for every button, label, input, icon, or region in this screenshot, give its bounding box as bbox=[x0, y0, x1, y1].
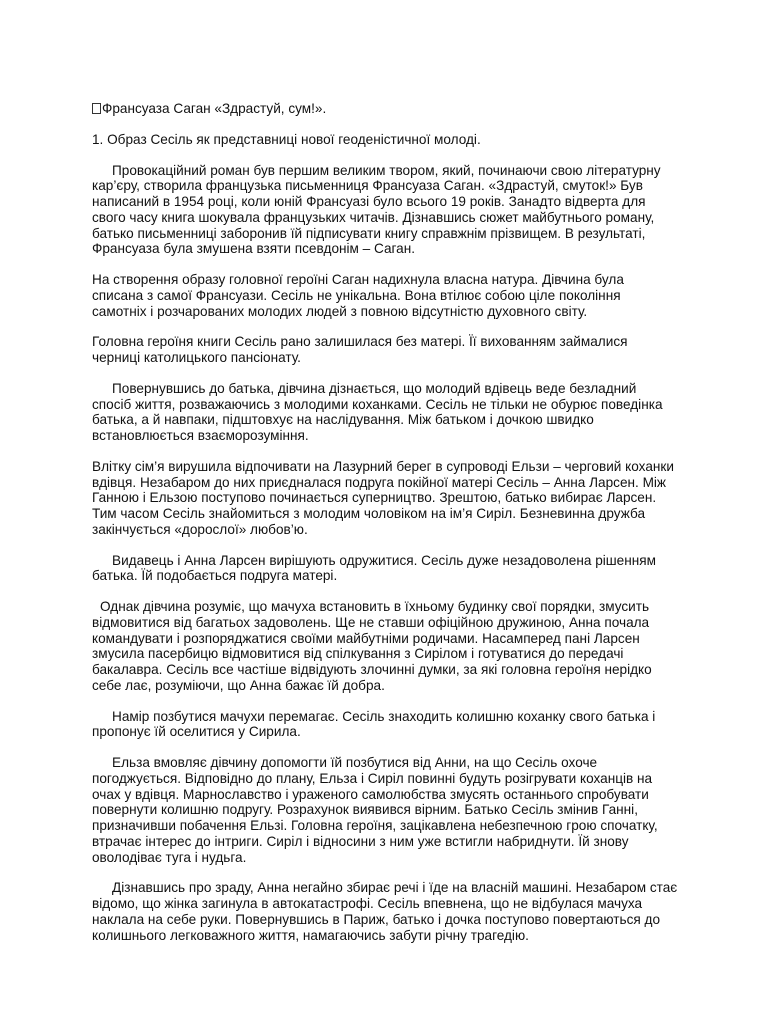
paragraph: На створення образу головної героїні Саган надихнула власна натура. Дівчина була списана з самої Франсуази. Сесіль не унікальна. Вона втілює собою ціле покоління самотніх і розчарованих молодих людей з повною відсутністю духовного світу. bbox=[92, 272, 624, 319]
document-title-line bbox=[92, 101, 678, 117]
paragraph: Видавець і Анна Ларсен вирішують одружитися. Сесіль дуже незадоволена рішенням батька. Їй подобається подруга матері. bbox=[92, 552, 656, 584]
paragraph: Влітку сім’я вирушила відпочивати на Лазурний берег в супроводі Ельзи – черговий коханки вдівця. Незабаром до них приєдналася подруга покійної матері Сесіль – Анна Ларсен. Між Ганною і Ельзою поступово починається суперництво. Зрештою, батько вибирає Ларсен. Тим часом Сесіль знайомиться з молодим чоловіком на ім’я Сиріл. Безневинна дружба закінчується «дорослої» любов’ю. bbox=[92, 459, 674, 537]
paragraph: Провокаційний роман був першим великим твором, який, починаючи свою літературну кар’єру, створила французька письменниця Франсуаза Саган. «Здрастуй, смуток!» Був написаний в 1954 році, коли юній Франсуазі було всього 19 років. Занадто відверта для свого часу книга шокувала французьких читачів. Дізнавшись сюжет майбутнього роману, батько письменниці заборонив їй підписувати книгу справжнім прізвищем. В результаті, Франсуаза була змушена взяти псевдонім – Саган. bbox=[92, 162, 661, 257]
paragraph: Ельза вмовляє дівчину допомогти їй позбутися від Анни, на що Сесіль охоче погоджується. Відповідно до плану, Ельза і Сиріл повинні будуть розігрувати коханців на очах у вдівця. Марнославство і ураженого самолюбства змусять останнього спробувати повернути колишню подругу. Розрахунок виявився вірним. Батько Сесіль змінив Ганні, призначивши побачення Ельзі. Головна героїня, зацікавлена небезпечною грою спочатку, втрачає інтерес до інтриги. Сиріл і відносини з ним уже встигли набриднути. Їй знову оволодіває туга і нудьга. bbox=[92, 755, 658, 865]
missing-glyph-icon bbox=[92, 103, 101, 114]
paragraph: Головна героїня книги Сесіль рано залишилася без матері. Її вихованням займалися черниці католицького пансіонату. bbox=[92, 334, 628, 366]
document-page bbox=[92, 101, 678, 958]
paragraph: Намір позбутися мачухи перемагає. Сесіль знаходить колишню коханку свого батька і пропонує їй оселитися у Сирила. bbox=[92, 708, 656, 740]
section-heading: 1. Образ Сесіль як представниці нової геоденістичної молоді. bbox=[92, 131, 481, 147]
document-title: Франсуаза Саган «Здрастуй, сум!». bbox=[102, 101, 327, 116]
paragraph: Повернувшись до батька, дівчина дізнається, що молодий вдівець веде безладний спосіб життя, розважаючись з молодими коханками. Сесіль не тільки не обурює поведінка батька, а й навпаки, підштовхує на наслідування. Між батьком і дочкою швидко встановлюється взаєморозуміння. bbox=[92, 381, 663, 444]
paragraph: Однак дівчина розуміє, що мачуха встановить в їхньому будинку свої порядки, змусить відмовитися від багатьох задоволень. Ще не ставши офіційною дружиною, Анна почала командувати і розпоряджатися своїми майбутніми родичами. Насамперед пані Ларсен змусила пасербицю відмовитися від спілкування з Сирілом і готуватися до передачі бакалавра. Сесіль все частіше відвідують злочинні думки, за які головна героїня нерідко себе лає, розуміючи, що Анна бажає їй добра. bbox=[92, 599, 652, 693]
paragraph: Дізнавшись про зраду, Анна негайно збирає речі і їде на власній машині. Незабаром стає відомо, що жінка загинула в автокатастрофі. Сесіль впевнена, що не відбулася мачуха наклала на себе руки. Повернувшись в Париж, батько і дочка поступово повертаються до колишнього легковажного життя, намагаючись забути річну трагедію. bbox=[92, 880, 678, 943]
